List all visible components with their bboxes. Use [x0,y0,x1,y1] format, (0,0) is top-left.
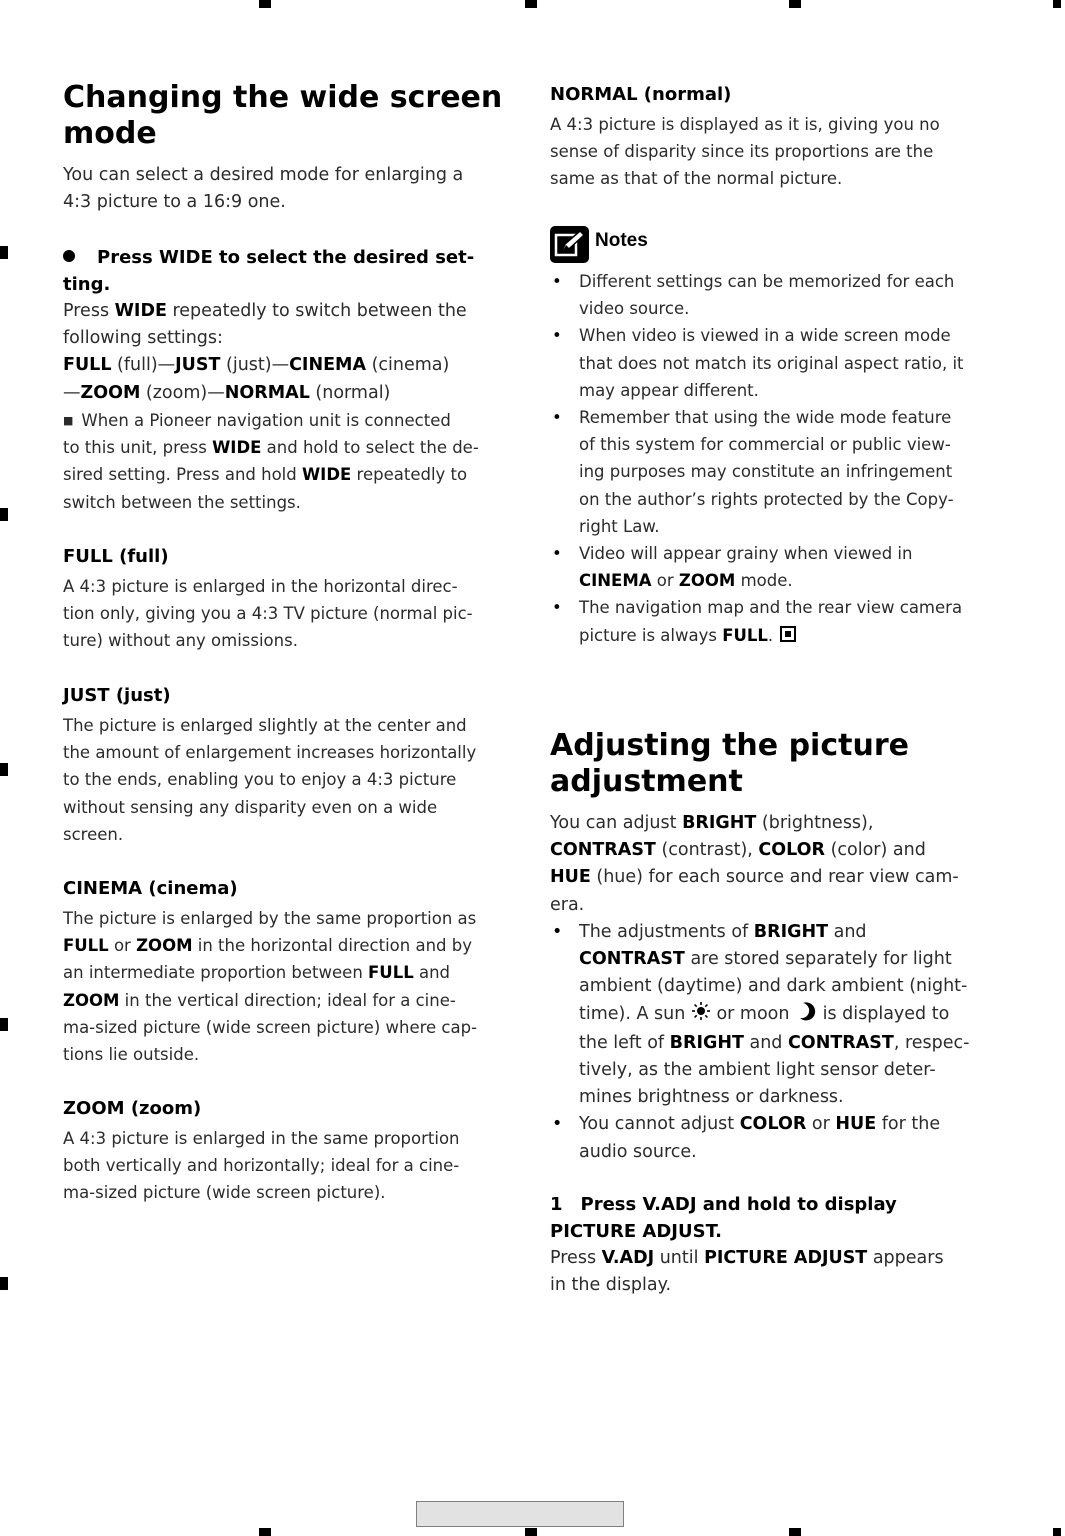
crop-mark-top-4 [1053,0,1061,8]
cinema-heading: CINEMA (cinema) [63,878,238,899]
crop-mark-left-1 [0,246,8,259]
wide-step-body: Press WIDE repeatedly to switch between the following settings: FULL (full)—JUST (just)—CINEMA (cinema) —ZOOM (zoom)—NORMAL (normal) [63,301,467,403]
crop-mark-left-2 [0,508,8,521]
crop-mark-top-3 [789,0,801,8]
section-end-icon [780,626,796,642]
list-item: • Remember that using the wide mode feature of this system for commercial or public view- ing purposes may constitute an infringement on the author’s rights protected by the Copy- right Law. [552,408,954,536]
crop-mark-left-4 [0,1018,8,1031]
list-item: • You cannot adjust COLOR or HUE for the audio source. [552,1114,941,1162]
picture-adjust-intro: You can adjust BRIGHT (brightness), CONTRAST (contrast), COLOR (color) and HUE (hue) for each source and rear view cam- era. [550,813,959,915]
adjust-step-1-heading: 1 Press V.ADJ and hold to display PICTURE ADJUST. [550,1194,897,1242]
crop-mark-bottom-4 [1053,1528,1061,1536]
list-item: • When video is viewed in a wide screen mode that does not match its original aspect ratio, it may appear different. [552,326,964,400]
just-description: The picture is enlarged slightly at the center and the amount of enlargement increases horizontally to the ends, enabling you to enjoy a 4:3 picture without sensing any disparity even on a wide screen. [63,716,477,844]
section-title-picture-adjustment: Adjusting the picture adjustment [550,728,909,799]
adjust-step-1-body: Press V.ADJ until PICTURE ADJUST appears in the display. [550,1248,944,1296]
crop-mark-top-2 [525,0,537,8]
notes-label: Notes [595,230,648,251]
pencil-note-icon [550,226,589,263]
crop-mark-left-3 [0,763,8,776]
adjustment-notes-list [550,919,969,1166]
bullet-dot-icon [63,250,75,262]
full-heading: FULL (full) [63,546,169,567]
crop-mark-bottom-2 [525,1528,537,1536]
crop-mark-bottom-1 [259,1528,271,1536]
full-description: A 4:3 picture is enlarged in the horizontal direc- tion only, giving you a 4:3 TV picture (normal pic- ture) without any omissions. [63,577,473,651]
zoom-description: A 4:3 picture is enlarged in the same proportion both vertically and horizontally; ideal for a cine- ma-sized picture (wide screen picture). [63,1129,460,1203]
crop-mark-left-5 [0,1277,8,1290]
list-item: • Video will appear grainy when viewed in CINEMA or ZOOM mode. [552,544,913,591]
normal-heading: NORMAL (normal) [550,84,732,105]
normal-description: A 4:3 picture is displayed as it is, giving you no sense of disparity since its proportions are the same as that of the normal picture. [550,115,940,189]
list-item: • Different settings can be memorized for each video source. [552,272,955,319]
sun-icon [691,1001,711,1030]
wide-step-heading: Press WIDE to select the desired set- ting. [63,247,475,295]
list-item: • The navigation map and the rear view camera picture is always FULL. [552,598,963,645]
page-footer-box [416,1501,624,1527]
list-item: • The adjustments of BRIGHT and CONTRAST are stored separately for light ambient (daytime) and dark ambient (night- time). A sun or moon is displayed to the left of BRIGHT and CONTRAST, respec- tively, as the ambient light sensor deter- mines brightness or darkness. [552,922,970,1108]
navigation-unit-note: ■ When a Pioneer navigation unit is connected to this unit, press WIDE and hold to select the de- sired setting. Press and hold WIDE repeatedly to switch between the settings. [63,411,479,512]
just-heading: JUST (just) [63,685,171,706]
moon-icon [795,1001,817,1030]
wide-intro: You can select a desired mode for enlarging a 4:3 picture to a 16:9 one. [63,165,464,213]
zoom-heading: ZOOM (zoom) [63,1098,202,1119]
notes-list [550,268,964,649]
section-title-wide-screen: Changing the wide screen mode [63,80,503,151]
crop-mark-bottom-3 [789,1528,801,1536]
cinema-description: The picture is enlarged by the same proportion as FULL or ZOOM in the horizontal direction and by an intermediate proportion between FULL and ZOOM in the vertical direction; ideal for a cine- ma-sized picture (wide screen picture) where cap- tions lie outside. [63,909,478,1065]
crop-mark-top-1 [259,0,271,8]
square-bullet-icon: ■ [63,414,74,427]
